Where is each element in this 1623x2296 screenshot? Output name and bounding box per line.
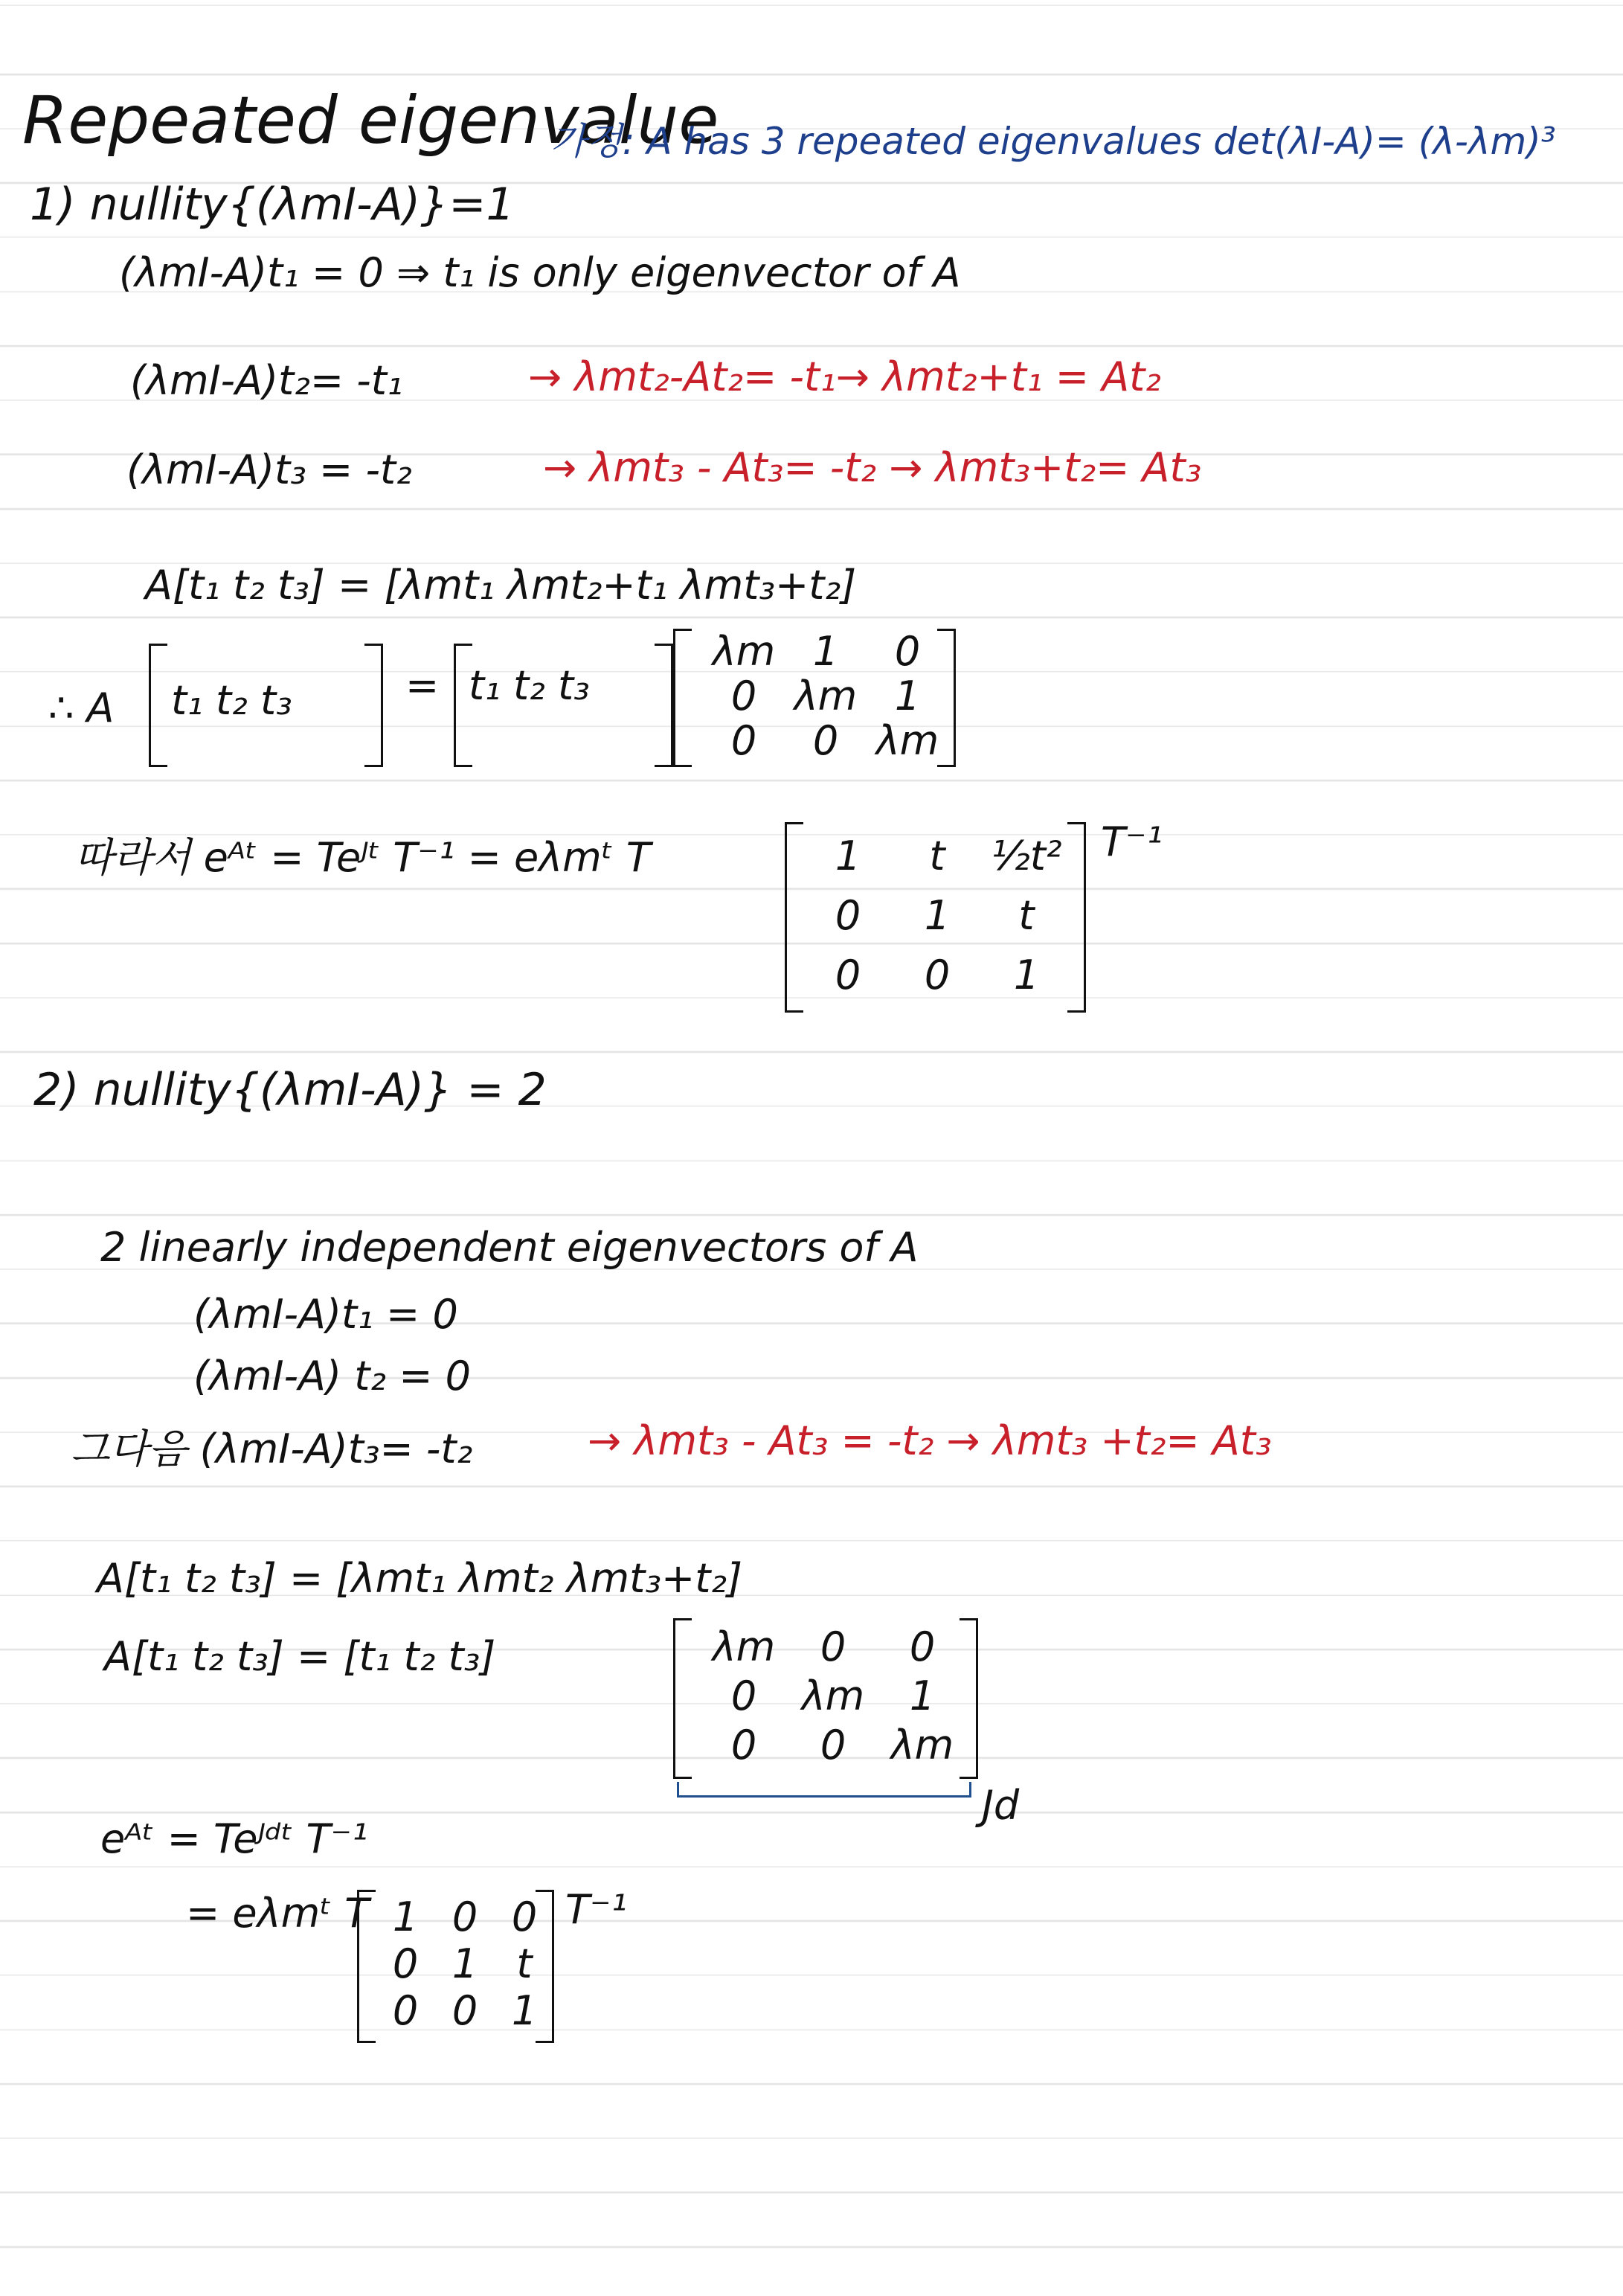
bracket-left [673,629,692,767]
case1-eq2-derivation: → λmt₂-At₂= -t₁→ λmt₂+t₁ = At₂ [528,353,1161,400]
case2-exponential: eᴬᵗ = Teᴶᵈᵗ T⁻¹ [100,1815,368,1862]
case2-eq1: (λmI-A)t₁ = 0 [193,1291,458,1338]
bracket-left [149,644,167,767]
matrix-cell: 0 [511,1893,538,1940]
matrix-cell: 0 [820,1623,846,1670]
case1-eq2: (λmI-A)t₂= -t₁ [130,357,403,404]
underbrace [677,1782,971,1798]
case2-matrix-eq: A[t₁ t₂ t₃] = [λmt₁ λmt₂ λmt₃+t₂] [97,1555,743,1602]
matrix-cell: 0 [894,627,921,675]
bracket-left [357,1890,376,2043]
bracket-right [937,629,956,767]
case2-heading: 2) nullity{(λmI-A)} = 2 [33,1064,547,1116]
case1-matrix-eq: A[t₁ t₂ t₃] = [λmt₁ λmt₂+t₁ λmt₃+t₂] [145,562,857,609]
matrix-cell: 0 [730,1672,757,1719]
matrix-cell: t [1018,891,1035,939]
matrix-cell: t [516,1940,533,1987]
case1-eq3: (λmI-A)t₃ = -t₂ [126,446,412,493]
t-inverse: T⁻¹ [1101,818,1163,865]
t-inverse: T⁻¹ [565,1886,628,1933]
matrix-cell: 1 [392,1893,419,1940]
matrix-cell: 1 [1013,951,1040,998]
case1-eq3-derivation: → λmt₃ - At₃= -t₂ → λmt₃+t₂= At₃ [543,444,1202,491]
matrix-cell: 1 [894,672,921,719]
matrix-cell: 0 [924,951,951,998]
equals-sign: = [405,662,440,709]
matrix-cell: t [929,832,945,879]
bracket-left [673,1618,692,1779]
matrix-cell: 1 [451,1940,478,1987]
matrix-cell: 0 [451,1893,478,1940]
case2-statement: 2 linearly independent eigenvectors of A [100,1224,919,1271]
matrix-cell: 0 [835,891,861,939]
exp-matrix-case2 [376,1893,554,2035]
bracket-right [364,644,383,767]
matrix-cell: 1 [835,832,861,879]
bracket-right [960,1618,978,1779]
exp-matrix-case1 [803,826,1071,1004]
case2-block-eq: A[t₁ t₂ t₃] = [t₁ t₂ t₃] [104,1633,496,1680]
case2-eq3: 그다음 (λmI-A)t₃= -t₂ [71,1426,473,1472]
vec-t-rhs: t₁ t₂ t₃ [469,662,590,709]
matrix-cell: λm [712,1623,776,1670]
matrix-cell: 0 [835,951,861,998]
vec-t-lhs: t₁ t₂ t₃ [171,677,292,724]
bracket-right [655,644,673,767]
therefore-a: ∴ A [48,684,115,731]
matrix-cell: λm [712,627,776,675]
matrix-cell: 1 [924,891,951,939]
assumption-note: 가정: A has 3 repeated eigenvalues det(λI-A)= (λ-λm)³ [550,120,1556,163]
case2-eq2: (λmI-A) t₂ = 0 [193,1353,471,1399]
case2-exponential-expanded: = eλmᵗ T [186,1890,370,1937]
matrix-cell: λm [801,1672,865,1719]
matrix-cell: 0 [730,1721,757,1769]
page-title: Repeated eigenvalue [22,82,719,158]
matrix-cell: 1 [511,1987,538,2034]
case1-heading: 1) nullity{(λmI-A)}=1 [30,179,515,231]
case1-exponential: 따라서 eᴬᵗ = Teᴶᵗ T⁻¹ = eλmᵗ T [74,834,651,881]
matrix-cell: 0 [451,1987,478,2034]
jordan-label: Jd [982,1782,1020,1829]
matrix-cell: 0 [812,716,839,764]
case2-eq3-derivation: → λmt₃ - At₃ = -t₂ → λmt₃ +t₂= At₃ [588,1417,1272,1464]
jordan-matrix-case1 [703,629,948,763]
matrix-cell: 0 [730,672,757,719]
bracket-right [1067,822,1086,1013]
matrix-cell: 0 [909,1623,936,1670]
case1-eq1: (λmI-A)t₁ = 0 ⇒ t₁ is only eigenvector of A [119,249,961,296]
matrix-cell: 0 [392,1940,419,1987]
matrix-cell: ½t² [991,832,1062,879]
bracket-left [785,822,803,1013]
matrix-cell: 0 [392,1987,419,2034]
jordan-matrix-case2 [699,1622,967,1771]
matrix-cell: λm [890,1721,954,1769]
matrix-cell: λm [794,672,858,719]
matrix-cell: 0 [820,1721,846,1769]
matrix-cell: 1 [812,627,839,675]
matrix-cell: 0 [730,716,757,764]
matrix-cell: λm [875,716,939,764]
bracket-right [536,1890,554,2043]
matrix-cell: 1 [909,1672,936,1719]
